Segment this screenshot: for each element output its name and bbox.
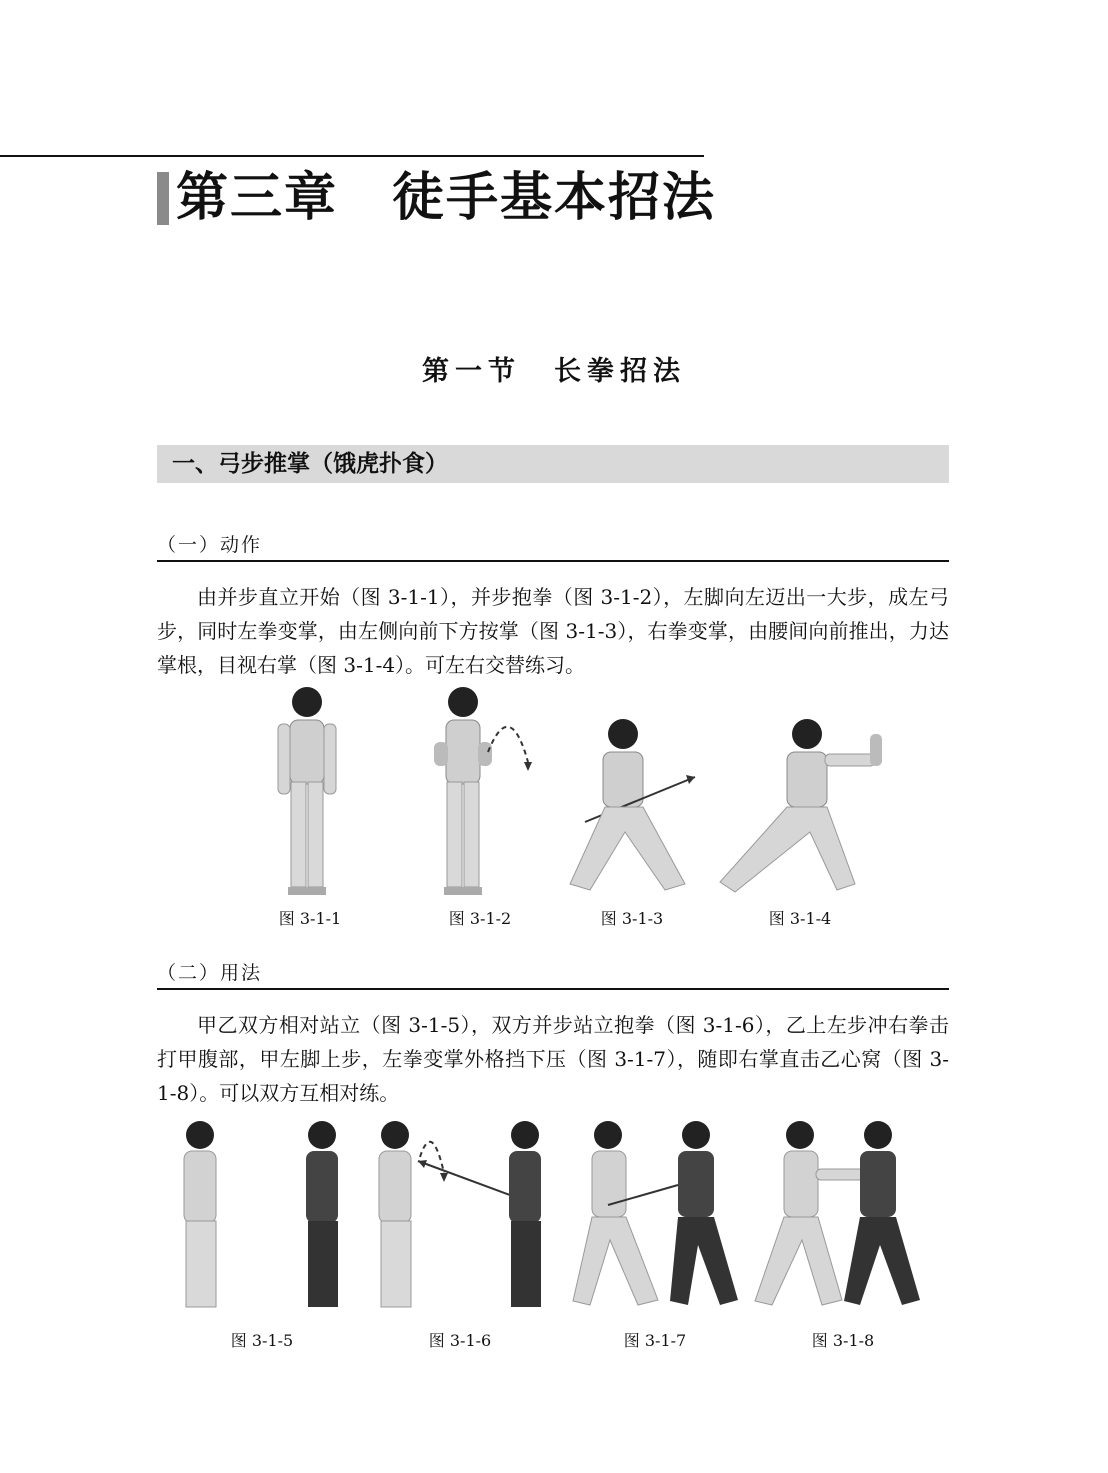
figure-caption: 图 3-1-4 bbox=[768, 909, 832, 928]
figure-caption: 图 3-1-7 bbox=[623, 1331, 687, 1350]
figure-caption: 图 3-1-1 bbox=[278, 909, 342, 928]
usage-heading: （二）用法 bbox=[157, 962, 263, 984]
figure-caption: 图 3-1-3 bbox=[600, 909, 664, 928]
figure-3-1-3 bbox=[565, 712, 705, 902]
figure-3-1-2 bbox=[418, 682, 548, 902]
action-heading: （一）动作 bbox=[157, 534, 263, 556]
figure-3-1-5 bbox=[172, 1115, 352, 1320]
figure-caption: 图 3-1-6 bbox=[428, 1331, 492, 1350]
figure-caption: 图 3-1-8 bbox=[811, 1331, 875, 1350]
usage-paragraph: 甲乙双方相对站立（图 3-1-5），双方并步站立抱拳（图 3-1-6），乙上左步冲右拳击打甲腹部，甲左脚上步，左拳变掌外格挡下压（图 3-1-7），随即右掌直击乙心窝（图 3-1-8）。可以双方互相对练。 bbox=[157, 1013, 949, 1105]
figure-caption: 图 3-1-5 bbox=[230, 1331, 294, 1350]
figure-3-1-7 bbox=[568, 1115, 748, 1320]
figure-3-1-1 bbox=[262, 682, 352, 902]
usage-heading-rule bbox=[157, 988, 949, 990]
figure-3-1-4 bbox=[715, 712, 890, 902]
top-rule bbox=[0, 155, 704, 157]
chapter-title: 第三章 徒手基本招法 bbox=[176, 167, 717, 228]
figure-3-1-6 bbox=[360, 1115, 560, 1320]
action-heading-rule bbox=[157, 560, 949, 562]
section-title: 第一节 长拳招法 bbox=[422, 356, 686, 387]
chapter-marker-bar bbox=[157, 172, 169, 225]
figure-3-1-8 bbox=[750, 1115, 930, 1320]
figure-caption: 图 3-1-2 bbox=[448, 909, 512, 928]
action-paragraph: 由并步直立开始（图 3-1-1），并步抱拳（图 3-1-2），左脚向左迈出一大步，成左弓步，同时左拳变掌，由左侧向前下方按掌（图 3-1-3），右拳变掌，由腰间向前推出，力达掌根，目视右掌（图 3-1-4）。可左右交替练习。 bbox=[157, 585, 949, 677]
technique-title: 一、弓步推掌（饿虎扑食） bbox=[172, 450, 448, 477]
